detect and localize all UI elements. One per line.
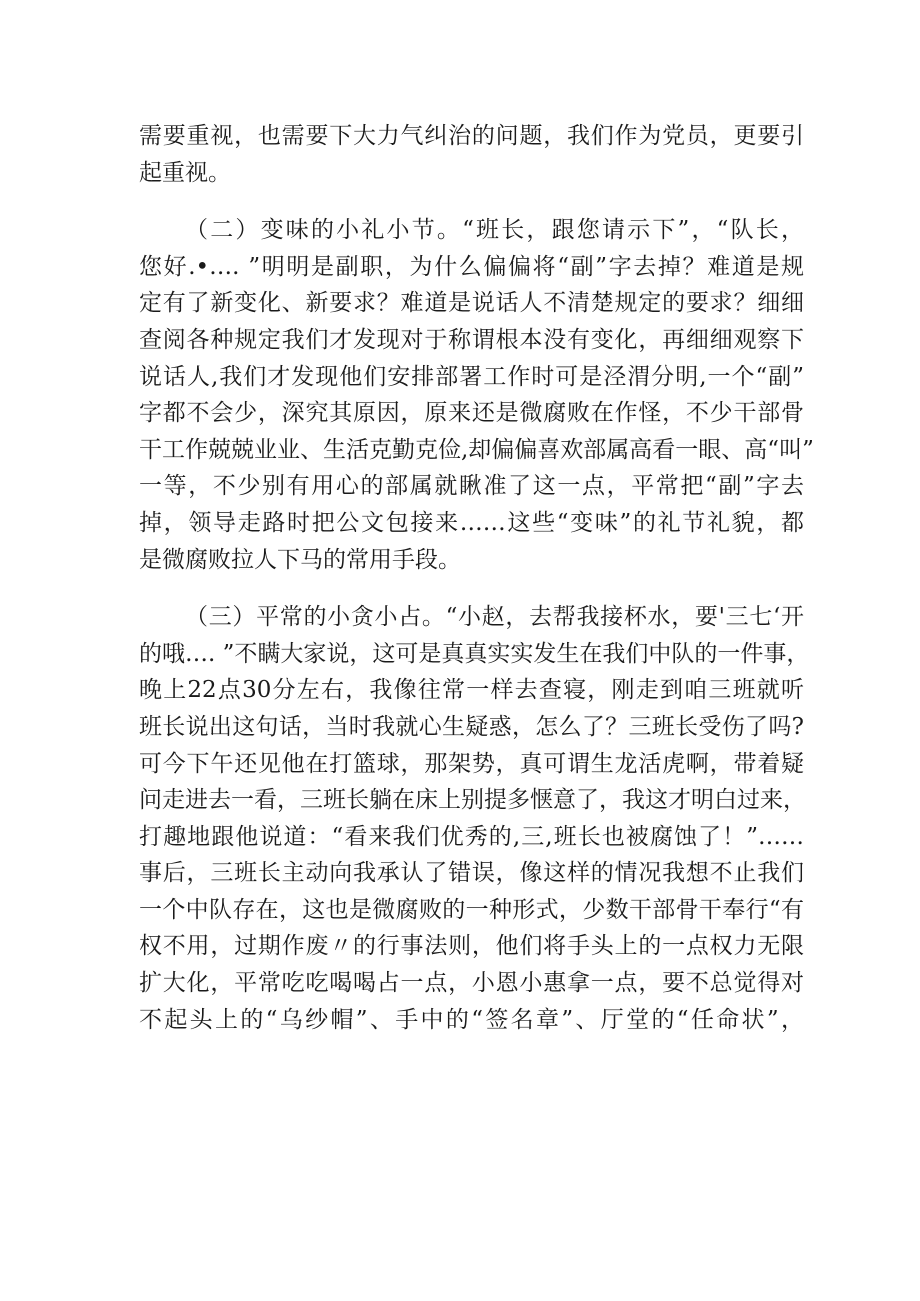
text-line: 查阅各种规定我们才发现对于称谓根本没有变化，再细细观察下 <box>139 326 804 353</box>
text-line: 一个中队存在，这也是微腐败的一种形式，少数干部骨干奉行“有 <box>139 896 804 923</box>
text-line: 掉，领导走路时把公文包接来……这些“变味”的礼节礼貌，都 <box>139 509 804 536</box>
text-line: 班长说出这句话，当时我就心生疑惑，怎么了？三班长受伤了吗? <box>139 713 804 740</box>
text-line: 您好.•…. ”明明是副职，为什么偏偏将“副”字去掉？难道是规 <box>139 253 804 280</box>
paragraph-1 <box>139 118 804 191</box>
text-line: （二）变味的小礼小节。“班长，跟您请示下”，“队长， <box>185 217 804 244</box>
text-line: 权不用，过期作废〃的行事法则，他们将手头上的一点权力无限 <box>139 933 804 960</box>
text-line: 扩大化，平常吃吃喝喝占一点，小恩小惠拿一点，要不总觉得对 <box>139 970 804 997</box>
text-line: 需要重视，也需要下大力气纠治的问题，我们作为党员，更要引 <box>139 123 804 149</box>
paragraph-2 <box>139 212 814 578</box>
text-line: 是微腐败拉人下马的常用手段。 <box>139 546 461 573</box>
text-line: 起重视。 <box>139 159 231 186</box>
text-line: 干工作兢兢业业、生活克勤克俭,却偏偏喜欢部属高看一眼、高“叫” <box>139 436 814 463</box>
text-line: 定有了新变化、新要求？难道是说话人不清楚规定的要求？细细 <box>139 290 804 317</box>
text-line: 打趣地跟他说道：“看来我们优秀的,三,班长也被腐蚀了！”…… <box>139 823 804 850</box>
text-line: 可今下午还见他在打篮球，那架势，真可谓生龙活虎啊，带着疑 <box>139 750 804 777</box>
text-line: 问走进去一看，三班长躺在床上别提多惬意了，我这才明白过来， <box>139 787 806 814</box>
text-line: 的哦…. ”不瞒大家说，这可是真真实实发生在我们中队的一件事， <box>139 640 810 667</box>
paragraph-3 <box>139 599 810 1038</box>
text-line: （三）平常的小贪小占。“小赵，去帮我接杯水，要'三七‘开 <box>185 604 804 631</box>
text-line: 说话人,我们才发现他们安排部署工作时可是泾渭分明,一个“副” <box>139 363 804 390</box>
text-line: 晚上22点30分左右，我像往常一样去查寝，刚走到咱三班就听 <box>139 677 804 704</box>
document-body <box>139 118 814 1059</box>
text-line: 字都不会少，深究其原因，原来还是微腐败在作怪，不少干部骨 <box>139 400 804 427</box>
text-line: 一等，不少别有用心的部属就瞅准了这一点，平常把“副”字去 <box>139 473 804 500</box>
text-line: 事后，三班长主动向我承认了错误，像这样的情况我想不止我们 <box>139 860 804 887</box>
text-line: 不起头上的“乌纱帽”、手中的“签名章”、厅堂的“任命状”， <box>139 1006 804 1033</box>
